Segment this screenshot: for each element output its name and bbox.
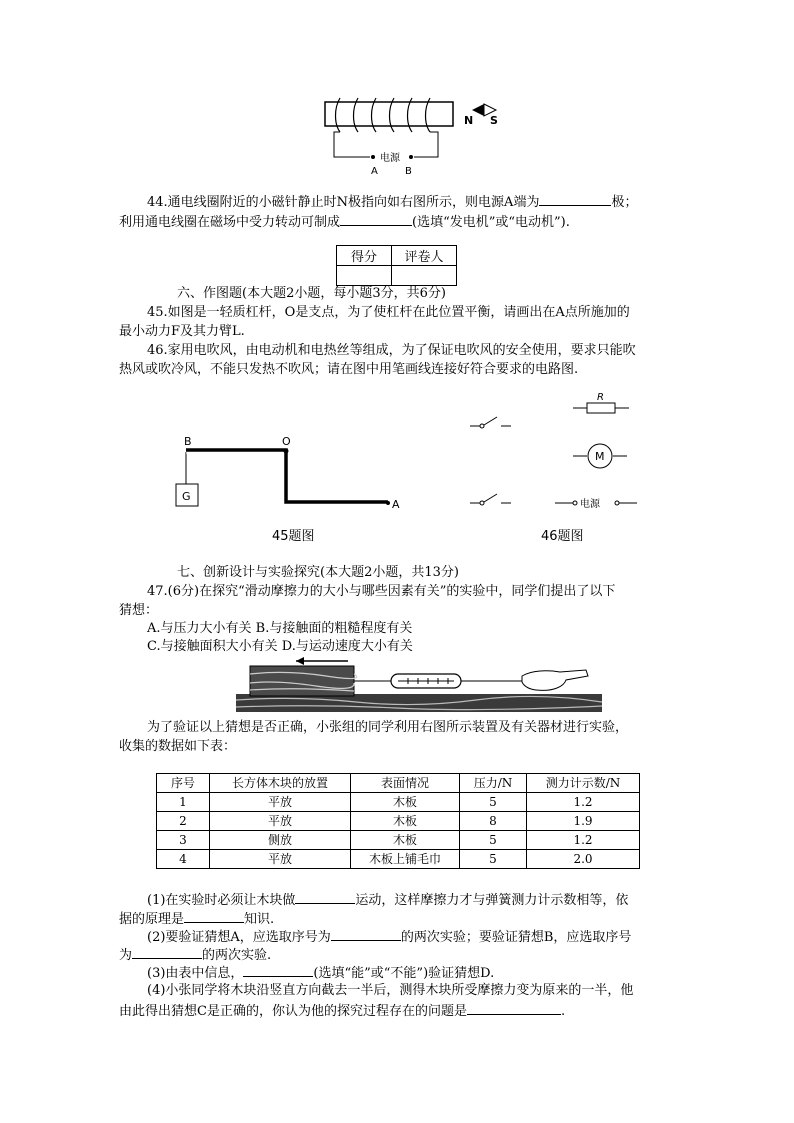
- resistor-label: R: [597, 392, 604, 403]
- score-header: 得分: [337, 246, 392, 266]
- switch-1: [470, 417, 511, 428]
- table-cell: 4: [157, 850, 210, 869]
- table-row: [157, 812, 640, 831]
- table-row: [157, 831, 640, 850]
- q47-guess-ab: A.与压力大小有关 B.与接触面的粗糙程度有关: [147, 621, 413, 636]
- wood-block: [250, 666, 354, 696]
- motion-arrow-head: [296, 657, 304, 665]
- terminal-a-label: A: [371, 166, 378, 174]
- score-table: [336, 245, 457, 286]
- table-cell: 2: [157, 812, 210, 831]
- sub2-line1: (2)要验证猜想A，应选取序号为 的两次实验；要验证猜想B，应选取序号: [147, 926, 631, 948]
- table-cell: 1.9: [527, 812, 640, 831]
- table-header: 表面情况: [351, 774, 460, 793]
- table-header: 序号: [157, 774, 210, 793]
- sub1-blank-2[interactable]: [184, 908, 244, 923]
- table-cell: 5: [460, 831, 527, 850]
- coil-windings: [336, 98, 431, 132]
- q47-intro2: 收集的数据如下表：: [119, 739, 237, 754]
- table-cell: 平放: [210, 793, 351, 812]
- fig46-caption: 46题图: [541, 529, 584, 544]
- sub1-blank-1[interactable]: [295, 889, 355, 904]
- sub2-blank-1[interactable]: [331, 926, 401, 941]
- table-cell: 8: [460, 812, 527, 831]
- n-pole-label: N: [464, 114, 474, 127]
- sub1-line2: 据的原理是 知识.: [119, 908, 274, 930]
- point-a-label: A: [392, 498, 400, 511]
- q44-line2: 利用通电线圈在磁场中受力转动可制成 (选填“发电机”或“电动机”).: [119, 211, 570, 233]
- q45-line2: 最小动力F及其力臂L.: [119, 324, 245, 339]
- grader-header: 评卷人: [392, 246, 457, 266]
- compass-needle-n: [472, 104, 484, 116]
- s-pole-label: S: [490, 114, 498, 127]
- q46-line1: 46.家用电吹风，由电动机和电热丝等组成，为了保证电吹风的安全使用，要求只能吹: [147, 343, 636, 358]
- table-header: 测力计示数/N: [527, 774, 640, 793]
- section7-title: 七、创新设计与实验探究(本大题2小题，共13分): [177, 565, 459, 580]
- power-source: [555, 497, 637, 510]
- sub4-blank[interactable]: [467, 1000, 561, 1015]
- q44-blank-1[interactable]: [539, 191, 611, 206]
- pivot-o: [284, 449, 289, 454]
- grader-cell[interactable]: [392, 266, 457, 286]
- fig45-caption: 45题图: [272, 529, 315, 544]
- pulling-hand: [522, 670, 588, 690]
- table-cell: 2.0: [527, 850, 640, 869]
- q47-guess-cd: C.与接触面积大小有关 D.与运动速度大小有关: [147, 639, 413, 654]
- score-cell[interactable]: [337, 266, 392, 286]
- sub3-blank[interactable]: [243, 962, 313, 977]
- q44-blank-2[interactable]: [340, 211, 412, 226]
- fig47-friction-apparatus: [236, 656, 602, 714]
- table-cell: 1.2: [527, 793, 640, 812]
- terminal-b: [409, 155, 413, 159]
- weight-label: G: [182, 490, 191, 503]
- sub1-line1: (1)在实验时必须让木块做 运动，这样摩擦力才与弹簧测力计示数相等，依: [147, 889, 628, 911]
- point-a: [386, 501, 390, 505]
- table-cell: 1.2: [527, 831, 640, 850]
- q45-line1: 45.如图是一轻质杠杆，O是支点，为了使杠杆在此位置平衡，请画出在A点所施加的: [147, 305, 630, 320]
- table-cell: 5: [460, 850, 527, 869]
- table-cell: 侧放: [210, 831, 351, 850]
- resistor: [573, 392, 629, 413]
- table-cell: 5: [460, 793, 527, 812]
- lever-arm: [186, 450, 388, 502]
- table-cell: 木板: [351, 812, 460, 831]
- power-source-label: 电源: [580, 499, 600, 510]
- q47-line1: 47.(6分)在探究“滑动摩擦力的大小与哪些因素有关”的实验中，同学们提出了以下: [147, 584, 616, 599]
- fig44-solenoid-diagram: [318, 94, 518, 174]
- point-o-label: O: [282, 435, 291, 448]
- table-cell: 平放: [210, 850, 351, 869]
- sub3-line: (3)由表中信息， (选填“能”或“不能”)验证猜想D.: [147, 962, 494, 984]
- power-label: 电源: [380, 153, 400, 164]
- table-row: [157, 793, 640, 812]
- table-cell: 平放: [210, 812, 351, 831]
- point-b-label: B: [184, 435, 192, 448]
- section6-title: 六、作图题(本大题2小题，每小题3分，共6分): [177, 286, 446, 301]
- table-cell: 木板: [351, 831, 460, 850]
- terminal-b-label: B: [405, 166, 412, 174]
- table-cell: 木板上铺毛巾: [351, 850, 460, 869]
- q46-line2: 热风或吹冷风，不能只发热不吹风；请在图中用笔画线连接好符合要求的电路图.: [119, 362, 579, 377]
- table-row: [157, 850, 640, 869]
- q47-intro1: 为了验证以上猜想是否正确，小张组的同学利用右图所示装置及有关器材进行实验，: [147, 720, 629, 735]
- switch-2: [470, 494, 511, 505]
- table-header-row: [157, 774, 640, 793]
- terminal-a: [371, 155, 375, 159]
- table-header: 压力/N: [460, 774, 527, 793]
- friction-data-table: [156, 773, 640, 869]
- sub4-line1: (4)小张同学将木块沿竖直方向截去一半后，测得木块所受摩擦力变为原来的一半，他: [147, 983, 634, 998]
- q44-line1: 44.通电线圈附近的小磁针静止时N极指向如右图所示，则电源A端为 极；: [147, 191, 637, 213]
- sub4-line2: 由此得出猜想C是正确的，你认为他的探究过程存在的问题是 .: [119, 1000, 565, 1022]
- q47-line2: 猜想：: [119, 603, 159, 618]
- table-cell: 木板: [351, 793, 460, 812]
- sub2-blank-2[interactable]: [132, 944, 202, 959]
- wire-left: [334, 132, 370, 157]
- fig46-circuit-components: [465, 390, 655, 520]
- table-cell: 3: [157, 831, 210, 850]
- fig45-lever-diagram: [170, 432, 410, 517]
- sub2-line2: 为 的两次实验.: [119, 944, 271, 966]
- table-header: 长方体木块的放置: [210, 774, 351, 793]
- wire-right: [414, 132, 438, 157]
- motor-label: M: [595, 450, 605, 463]
- motor: [573, 444, 627, 468]
- table-cell: 1: [157, 793, 210, 812]
